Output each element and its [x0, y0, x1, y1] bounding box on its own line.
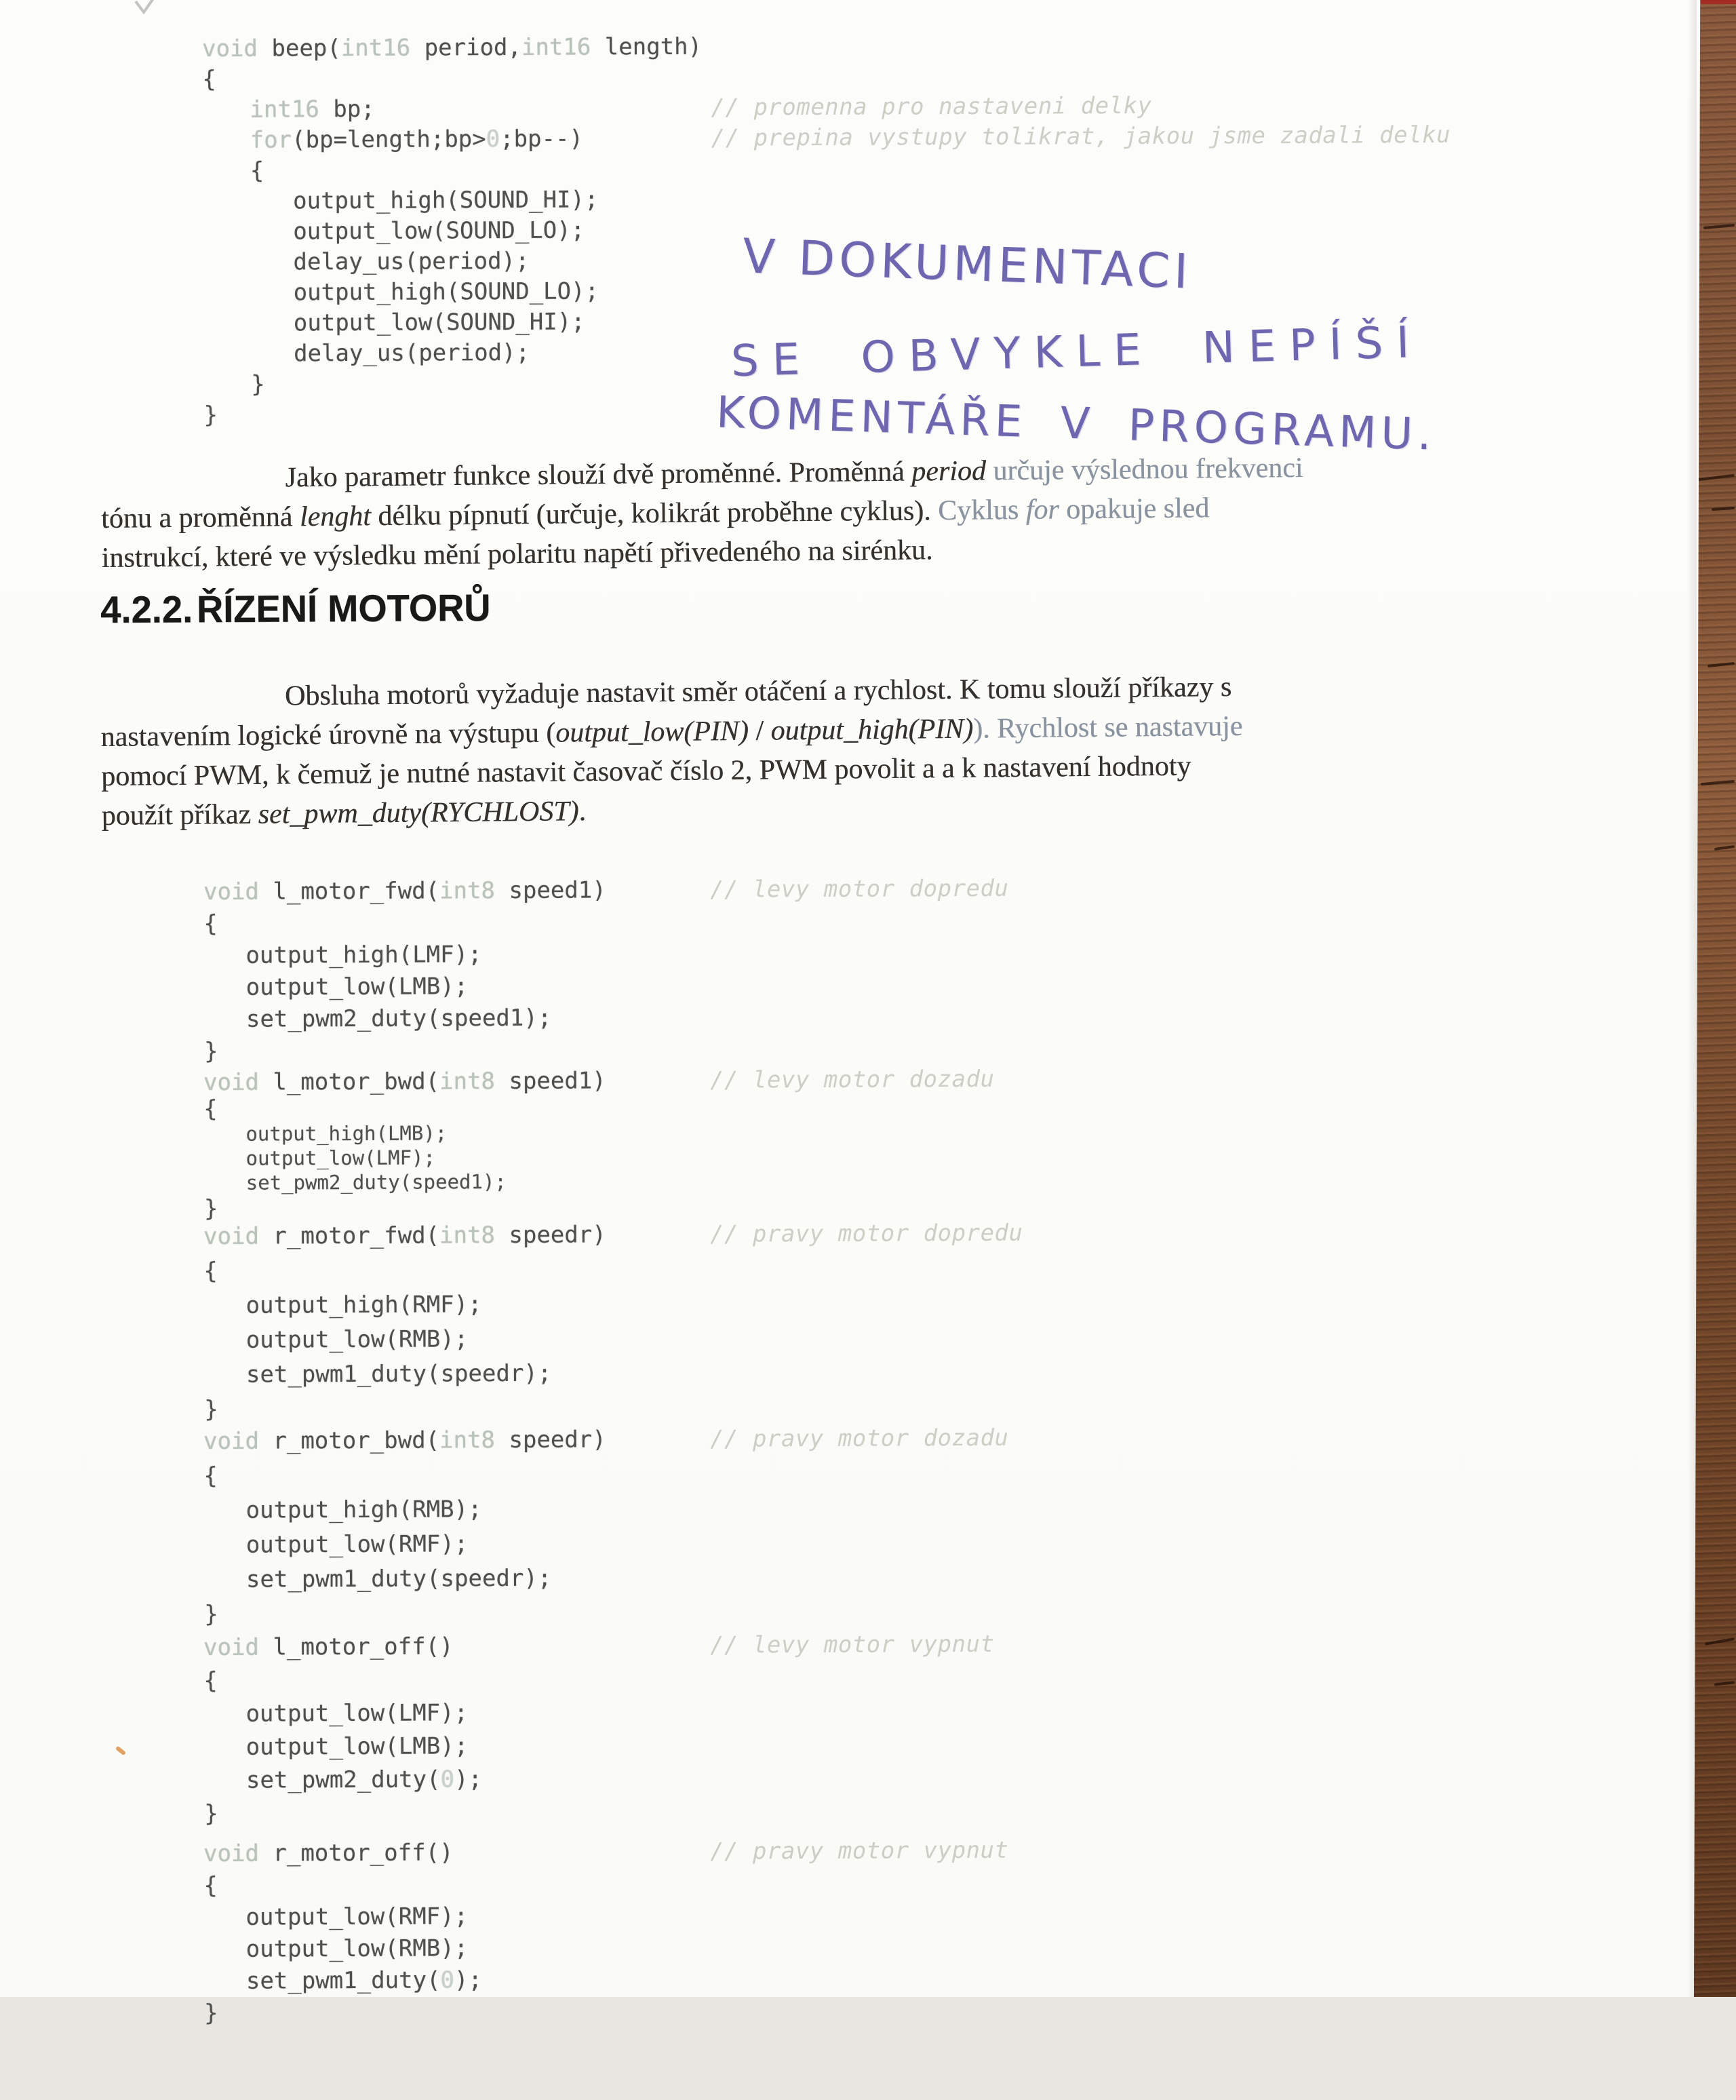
code-token: speedr): [494, 1426, 606, 1454]
text-segment: použít příkaz: [101, 798, 258, 832]
code-line: [203, 246, 703, 278]
code-line: [204, 1763, 482, 1797]
code-text: [204, 1325, 469, 1354]
code-line: [203, 1144, 606, 1171]
code-line: [204, 1796, 482, 1831]
section-heading: [100, 585, 494, 631]
code-comment: // levy motor vypnut: [710, 1630, 995, 1659]
code-line: [203, 874, 1009, 908]
code-text: [203, 157, 264, 184]
code-token: speedr): [494, 1221, 606, 1249]
code-line: [204, 1595, 607, 1632]
code-text: [204, 973, 469, 1001]
code-line: [203, 906, 606, 940]
code-token: }: [204, 1600, 218, 1628]
code-text: [204, 1732, 469, 1761]
code-token: output_low(LMF);: [245, 1146, 436, 1170]
code-token: speed1): [494, 876, 606, 905]
code-text: [204, 1766, 482, 1794]
code-comment: // pravy motor dozadu: [710, 1424, 1009, 1453]
code-line: [203, 1696, 481, 1731]
text-segment: /: [748, 715, 771, 747]
code-line: [203, 368, 703, 400]
code-token: l_motor_fwd(: [258, 877, 440, 906]
code-text: [203, 248, 529, 276]
code-line: [204, 1169, 607, 1195]
code-token: set_pwm1_duty(speedr);: [245, 1359, 552, 1388]
code-token: {: [203, 1871, 218, 1899]
code-line: [204, 1391, 607, 1427]
code-token: delay_us(period);: [293, 247, 530, 276]
code-line: [204, 1996, 482, 2029]
text-segment: instrukcí, které ve výsledku mění polaritu napětí přivedeného na sirénku.: [101, 534, 933, 575]
code-text: [204, 1170, 507, 1194]
code-token: output_low(LMB);: [245, 973, 469, 1001]
code-text: [204, 1800, 218, 1827]
code-keyword: void: [202, 35, 258, 62]
code-token: output_low(RMF);: [245, 1530, 469, 1559]
text-segment: délku pípnutí (určuje, kolikrát proběhne cyklus).: [370, 495, 939, 532]
code-line: [204, 1561, 607, 1597]
code-line: [203, 1422, 1009, 1459]
text-segment: opakuje sled: [1059, 492, 1210, 526]
code-token: );: [454, 1966, 483, 1994]
code-line: [203, 337, 703, 370]
code-text: [203, 339, 530, 368]
text-segment: lenght: [299, 501, 372, 533]
code-block-l_motor_fwd: [203, 874, 1009, 1068]
text-segment: tónu a proměnná: [100, 501, 300, 535]
code-text: [203, 1121, 447, 1146]
code-token: output_high(LMB);: [245, 1121, 448, 1146]
code-text: [204, 1530, 469, 1559]
code-text: [203, 1095, 218, 1123]
code-token: l_motor_bwd(: [258, 1068, 440, 1096]
text-segment: Cyklus: [937, 494, 1026, 527]
wood-crack: [1708, 662, 1735, 667]
code-token: r_motor_bwd(: [258, 1426, 440, 1455]
code-text: [203, 1667, 218, 1694]
code-token: output_low(SOUND_HI);: [293, 308, 585, 337]
code-token: {: [202, 65, 216, 93]
wood-crack: [1712, 507, 1735, 511]
code-text: [204, 1195, 218, 1222]
handwritten-line: V DOKUMENTACI: [741, 228, 1194, 300]
code-line: [203, 1630, 995, 1665]
code-token: }: [204, 1037, 218, 1065]
code-text: [203, 217, 585, 246]
code-line: [204, 1526, 607, 1563]
code-text: [204, 1601, 218, 1628]
code-token: r_motor_off(): [258, 1839, 454, 1867]
code-token: }: [204, 1395, 218, 1423]
code-line: [203, 398, 703, 431]
code-keyword: int16: [250, 96, 319, 123]
code-token: beep(: [257, 35, 341, 62]
text-segment: output_high(PIN): [770, 713, 974, 747]
code-token: {: [203, 1257, 218, 1285]
code-keyword: void: [203, 1222, 260, 1250]
code-keyword: void: [203, 1633, 260, 1661]
code-line: [204, 1034, 607, 1068]
text-segment: nastavením logické úrovně na výstupu (: [100, 717, 556, 754]
code-comment: // levy motor dopredu: [710, 874, 1009, 903]
code-text: [204, 1934, 469, 1963]
paragraph-motor-description: [100, 665, 1546, 836]
code-text: [204, 2000, 218, 2027]
code-text: [203, 1462, 218, 1490]
code-text: [202, 96, 374, 123]
code-text: [204, 1360, 552, 1388]
code-text: [203, 1903, 468, 1931]
code-token: {: [203, 1667, 218, 1694]
code-token: }: [203, 1194, 218, 1222]
text-segment: output_low(PIN): [555, 715, 749, 749]
code-text: [203, 1872, 218, 1899]
code-token: ;bp--): [500, 125, 584, 153]
code-token: bp;: [319, 95, 375, 123]
code-text: [203, 1699, 468, 1728]
wood-red-sliver: [1701, 0, 1736, 4]
code-text: [203, 1633, 454, 1661]
wood-crack: [1703, 224, 1735, 229]
wood-crack: [1714, 1681, 1735, 1686]
code-line: [203, 184, 703, 217]
code-token: output_low(SOUND_LO);: [293, 216, 585, 246]
handwritten-line: KOMENTÁŘE V PROGRAMU.: [715, 387, 1437, 461]
code-line: [203, 215, 703, 248]
code-token: output_low(LMF);: [245, 1699, 469, 1728]
code-text: [203, 1839, 454, 1867]
code-token: output_high(RMF);: [245, 1291, 482, 1319]
code-text: [203, 402, 218, 429]
code-line: [203, 276, 703, 309]
code-keyword: int8: [439, 1068, 496, 1095]
code-keyword: int8: [439, 1426, 496, 1454]
wood-crack: [1701, 780, 1735, 785]
code-token: {: [203, 910, 218, 937]
code-line: [203, 1663, 481, 1698]
paragraph-beep-description: [100, 446, 1546, 578]
code-token: }: [204, 1999, 218, 2027]
code-token: );: [454, 1766, 483, 1793]
code-line: [203, 1492, 606, 1528]
code-block-r_motor_bwd: [203, 1422, 1009, 1632]
code-token: output_low(RMF);: [245, 1903, 469, 1931]
text-segment: for: [1025, 494, 1059, 526]
code-line: [203, 1120, 606, 1146]
text-segment: set_pwm_duty(RYCHLOST): [258, 796, 579, 830]
handwritten-line: SE OBVYKLE NEPÍŠÍ: [730, 317, 1424, 387]
code-token: {: [203, 1462, 218, 1490]
code-keyword: for: [250, 126, 292, 154]
text-segment: pomocí PWM, k čemuž je nutné nastavit časovač číslo 2, PWM povolit a a k nastavení hodnoty: [100, 750, 1191, 793]
wood-desk-edge: [1691, 0, 1736, 1997]
text-segment: určuje výslednou frekvenci: [985, 452, 1303, 487]
code-token: r_motor_fwd(: [258, 1222, 440, 1250]
code-line: [203, 1869, 481, 1902]
code-keyword: int16: [340, 34, 411, 62]
code-line: [203, 1252, 606, 1289]
code-text: [204, 1396, 218, 1423]
code-token: {: [250, 157, 264, 184]
text-segment: period: [911, 455, 987, 488]
code-text: [203, 1067, 606, 1096]
code-line: [203, 1287, 606, 1323]
code-line: [203, 1901, 481, 1934]
code-text: [204, 1966, 482, 1995]
code-token: }: [204, 1800, 218, 1827]
code-token: speed1): [494, 1067, 606, 1095]
text-segment: Jako parametr funkce slouží dvě proměnné. Proměnná: [285, 456, 912, 494]
code-line: [202, 92, 1152, 125]
code-token: }: [251, 370, 265, 398]
code-line: [203, 154, 703, 187]
code-keyword: void: [203, 1840, 260, 1867]
code-token: l_motor_off(): [258, 1633, 454, 1661]
section-number: 4.2.2.: [100, 587, 193, 631]
code-token: output_high(SOUND_LO);: [293, 277, 599, 307]
code-keyword: void: [203, 1068, 260, 1096]
code-line: [204, 1356, 607, 1393]
code-block-l_motor_off: [203, 1630, 995, 1831]
code-line: [204, 970, 607, 1004]
code-line: [204, 1932, 482, 1966]
code-line: [203, 307, 703, 339]
code-comment: // levy motor dozadu: [709, 1065, 995, 1094]
code-line: [204, 1002, 607, 1036]
code-number: 0: [440, 1966, 455, 1994]
code-token: set_pwm1_duty(: [245, 1966, 441, 1995]
code-text: [203, 309, 585, 337]
code-text: [202, 66, 216, 93]
wood-crack: [1698, 474, 1735, 482]
code-text: [203, 910, 218, 937]
wood-crack: [1708, 2095, 1735, 2100]
code-comment: // pravy motor dopredu: [710, 1219, 1023, 1248]
code-comment: // promenna pro nastaveni delky: [711, 92, 1152, 121]
code-token: output_low(RMB);: [245, 1934, 469, 1963]
scan-speck: [115, 1746, 126, 1756]
code-token: output_high(RMB);: [245, 1496, 482, 1524]
code-block-r_motor_off: [203, 1836, 1009, 2029]
code-token: output_high(LMF);: [245, 941, 482, 969]
code-text: [204, 1005, 552, 1033]
code-token: period,: [410, 33, 522, 62]
wood-crack: [1714, 845, 1735, 851]
pencil-check-mark-icon: [133, 0, 156, 18]
code-keyword: int8: [439, 877, 496, 905]
code-token: set_pwm1_duty(speedr);: [245, 1564, 552, 1593]
code-keyword: void: [203, 878, 260, 906]
code-text: [203, 941, 481, 969]
code-token: set_pwm2_duty(speed1);: [245, 1170, 507, 1194]
wood-crack: [1705, 1637, 1735, 1646]
code-line: [203, 1457, 606, 1494]
code-line: [202, 32, 702, 64]
code-text: [203, 1291, 481, 1319]
code-line: [204, 1730, 482, 1764]
code-line: [203, 121, 1451, 156]
code-number: 0: [486, 125, 500, 153]
section-title: ŘÍZENÍ MOTORŮ: [196, 585, 491, 631]
code-text: [203, 371, 265, 398]
code-keyword: int8: [439, 1222, 496, 1249]
code-line: [203, 938, 606, 972]
code-text: [203, 1496, 481, 1524]
code-token: delay_us(period);: [293, 338, 530, 368]
text-segment: .: [578, 796, 587, 828]
code-keyword: int16: [521, 33, 591, 61]
code-comment: // pravy motor vypnut: [710, 1836, 1009, 1865]
code-token: output_high(SOUND_HI);: [292, 186, 599, 215]
code-line: [203, 1218, 1023, 1254]
code-text: [203, 876, 606, 906]
code-token: output_low(RMB);: [245, 1325, 469, 1354]
code-keyword: void: [203, 1427, 260, 1455]
code-block-l_motor_bwd: [203, 1065, 995, 1222]
code-block-r_motor_fwd: [203, 1218, 1023, 1427]
code-text: [202, 33, 702, 62]
code-text: [203, 186, 599, 215]
code-line: [204, 1964, 482, 1998]
code-line: [203, 1836, 1009, 1870]
code-line: [203, 1065, 995, 1096]
code-token: set_pwm2_duty(speed1);: [245, 1004, 552, 1033]
code-text: [203, 125, 583, 154]
code-token: length): [591, 33, 703, 61]
code-token: set_pwm2_duty(: [245, 1766, 441, 1794]
code-line: [203, 1094, 606, 1122]
text-segment: ). Rychlost se nastavuje: [972, 710, 1243, 745]
code-token: }: [203, 401, 218, 429]
text-segment: Obsluha motorů vyžaduje nastavit směr otáčení a rychlost. K tomu slouží příkazy s: [284, 671, 1232, 712]
code-token: {: [203, 1095, 218, 1123]
code-text: [204, 1565, 552, 1593]
code-line: [204, 1321, 607, 1358]
code-text: [203, 1221, 606, 1250]
code-text: [203, 1258, 218, 1285]
code-text: [204, 1146, 436, 1170]
code-text: [203, 277, 599, 307]
code-token: output_low(LMB);: [245, 1732, 469, 1761]
code-line: [202, 62, 702, 95]
code-comment: // prepina vystupy tolikrat, jakou jsme zadali delku: [711, 121, 1451, 152]
code-number: 0: [440, 1766, 455, 1793]
code-text: [203, 1426, 606, 1455]
code-text: [204, 1038, 218, 1065]
code-token: (bp=length;bp>: [292, 125, 486, 154]
